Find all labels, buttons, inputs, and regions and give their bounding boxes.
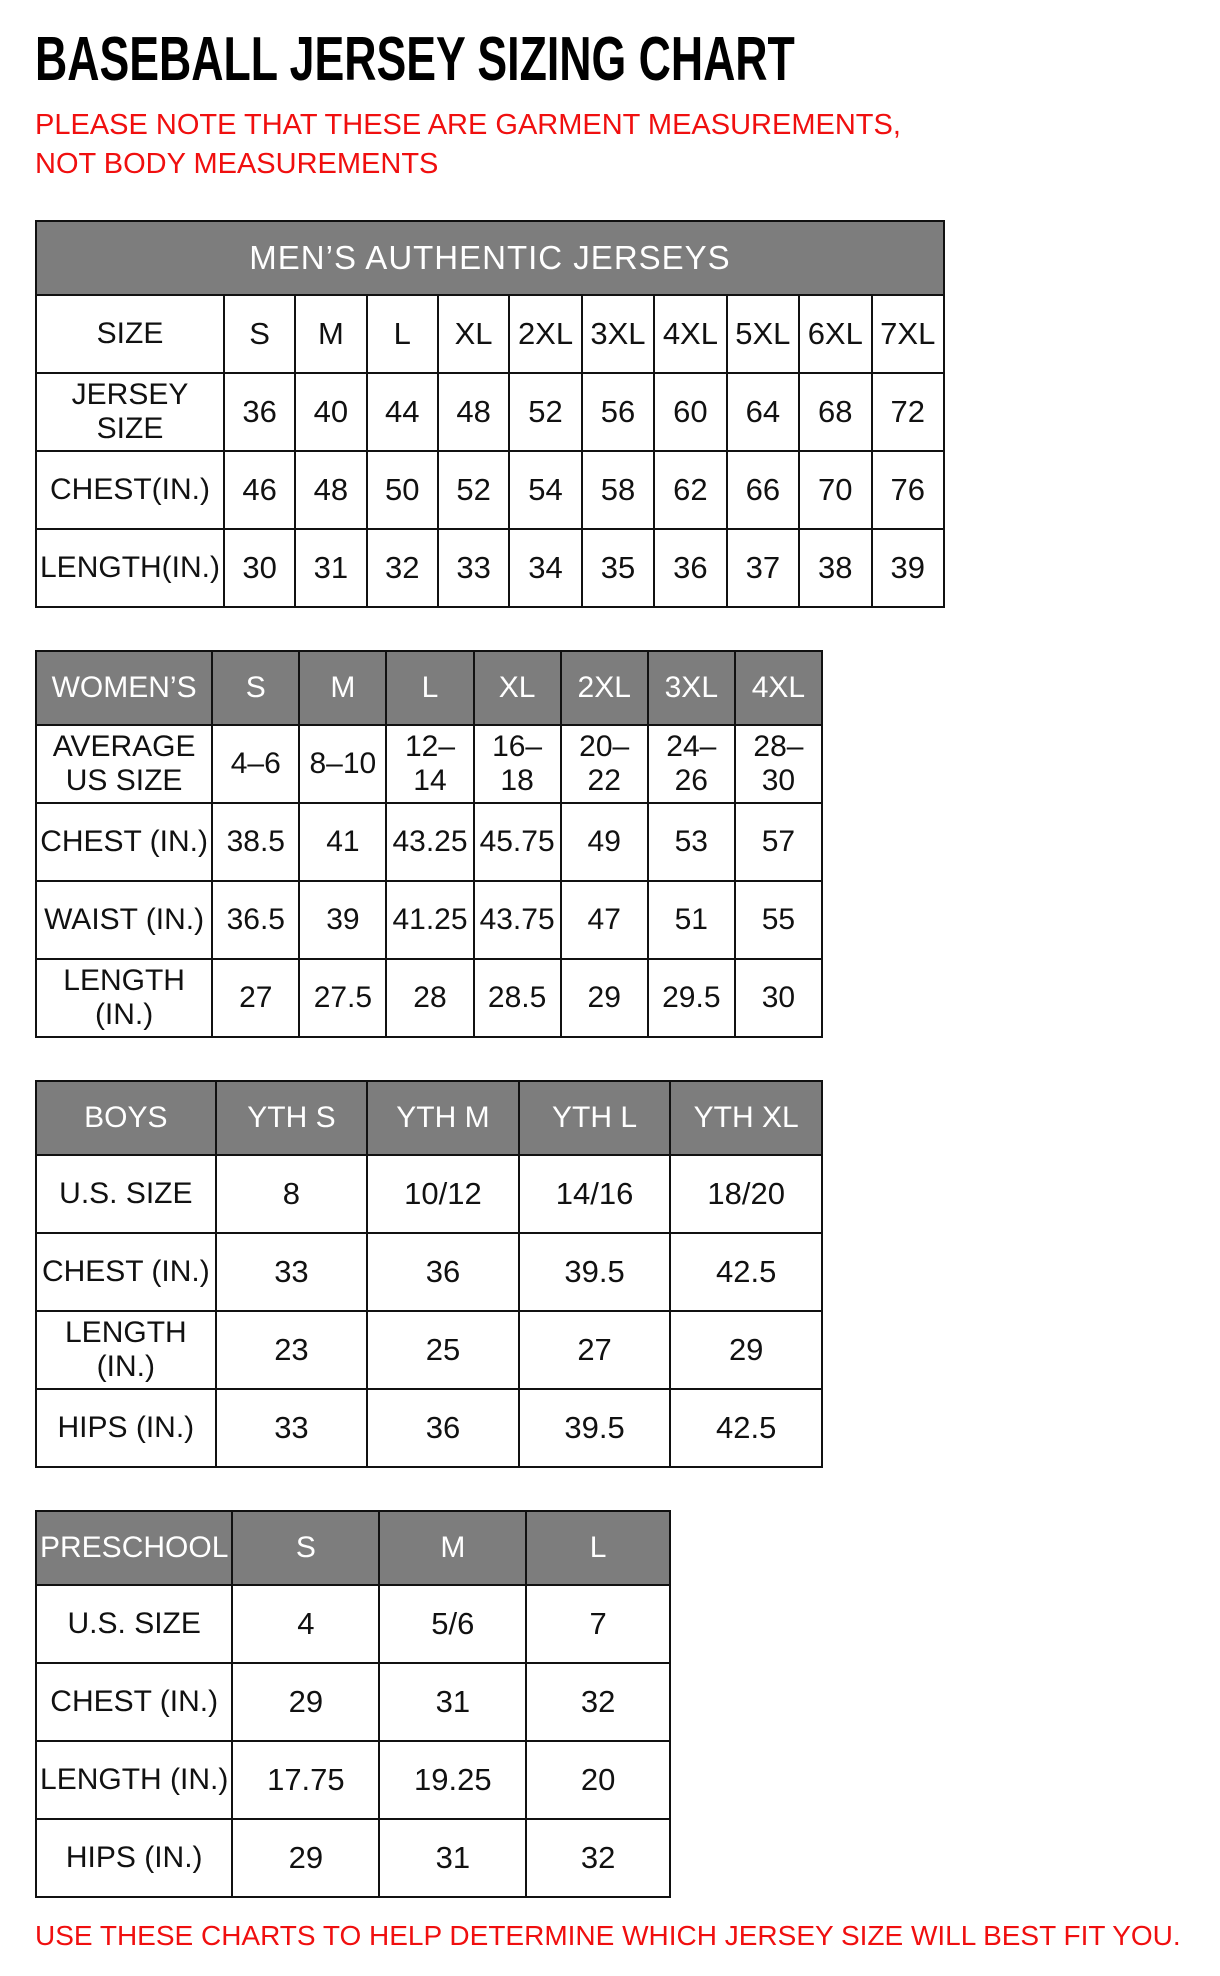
table-cell: 49 — [561, 803, 648, 881]
table-cell: 32 — [526, 1663, 670, 1741]
table-cell: 12–14 — [386, 725, 473, 803]
table-cell: 29 — [232, 1819, 379, 1897]
table-cell: 5/6 — [379, 1585, 526, 1663]
table-cell: 53 — [648, 803, 735, 881]
table-cell: 8–10 — [299, 725, 386, 803]
table-cell: 36 — [654, 529, 726, 607]
row-label: LENGTH(IN.) — [36, 529, 224, 607]
table-cell: 28.5 — [474, 959, 561, 1037]
boys-sizing-table — [35, 1080, 823, 1468]
table-cell: 31 — [295, 529, 366, 607]
table-cell: 48 — [438, 373, 509, 451]
table-cell: 17.75 — [232, 1741, 379, 1819]
table-corner-header: PRESCHOOL — [36, 1511, 232, 1585]
table-cell: 52 — [509, 373, 581, 451]
table-row — [36, 1819, 670, 1897]
table-row — [36, 1311, 822, 1389]
table-cell: 14/16 — [519, 1155, 671, 1233]
table-cell: 20–22 — [561, 725, 648, 803]
column-header: XL — [474, 651, 561, 725]
column-header: S — [232, 1511, 379, 1585]
table-cell: 47 — [561, 881, 648, 959]
column-header: M — [299, 651, 386, 725]
table-cell: 7 — [526, 1585, 670, 1663]
table-cell: 43.75 — [474, 881, 561, 959]
table-row — [36, 1155, 822, 1233]
table-cell: 18/20 — [670, 1155, 822, 1233]
table-cell: 39 — [299, 881, 386, 959]
table-cell: 25 — [367, 1311, 519, 1389]
table-cell: 37 — [727, 529, 799, 607]
table-row — [36, 725, 822, 803]
table-row — [36, 881, 822, 959]
row-label: HIPS (IN.) — [36, 1819, 232, 1897]
table-row — [36, 803, 822, 881]
table-cell: 39.5 — [519, 1389, 671, 1467]
table-cell: 4XL — [654, 295, 726, 373]
preschool-sizing-table — [35, 1510, 671, 1898]
table-cell: 30 — [224, 529, 295, 607]
table-cell: 35 — [582, 529, 654, 607]
row-label: CHEST(IN.) — [36, 451, 224, 529]
page-header — [35, 26, 1185, 184]
table-cell: 51 — [648, 881, 735, 959]
column-header: YTH XL — [670, 1081, 822, 1155]
table-cell: 36 — [367, 1233, 519, 1311]
table-cell: 6XL — [799, 295, 871, 373]
column-header: L — [526, 1511, 670, 1585]
table-cell: 68 — [799, 373, 871, 451]
table-corner-header: WOMEN’S — [36, 651, 212, 725]
table-cell: 28–30 — [735, 725, 822, 803]
table-cell: 39.5 — [519, 1233, 671, 1311]
sizing-charts — [35, 220, 1185, 1898]
row-label: CHEST (IN.) — [36, 1233, 216, 1311]
row-label: WAIST (IN.) — [36, 881, 212, 959]
table-cell: 5XL — [727, 295, 799, 373]
table-cell: 4–6 — [212, 725, 299, 803]
column-header: S — [212, 651, 299, 725]
table-cell: 42.5 — [670, 1233, 822, 1311]
table-banner: MEN’S AUTHENTIC JERSEYS — [36, 221, 944, 295]
table-cell: 30 — [735, 959, 822, 1037]
table-cell: 56 — [582, 373, 654, 451]
table-cell: 62 — [654, 451, 726, 529]
table-cell: 66 — [727, 451, 799, 529]
table-cell: 52 — [438, 451, 509, 529]
table-row — [36, 451, 944, 529]
table-cell: 40 — [295, 373, 366, 451]
column-header: L — [386, 651, 473, 725]
column-header: YTH S — [216, 1081, 367, 1155]
table-cell: 38.5 — [212, 803, 299, 881]
table-cell: 19.25 — [379, 1741, 526, 1819]
table-cell: 29.5 — [648, 959, 735, 1037]
table-cell: 29 — [670, 1311, 822, 1389]
table-cell: 10/12 — [367, 1155, 519, 1233]
table-cell: L — [367, 295, 438, 373]
table-cell: 16–18 — [474, 725, 561, 803]
table-cell: 64 — [727, 373, 799, 451]
table-cell: 54 — [509, 451, 581, 529]
table-cell: 57 — [735, 803, 822, 881]
table-cell: 43.25 — [386, 803, 473, 881]
table-cell: 3XL — [582, 295, 654, 373]
table-cell: 29 — [232, 1663, 379, 1741]
table-cell: 31 — [379, 1663, 526, 1741]
table-row — [36, 1663, 670, 1741]
table-row — [36, 295, 944, 373]
table-cell: 33 — [216, 1389, 367, 1467]
mens-authentic-jerseys-table — [35, 220, 945, 608]
table-cell: 31 — [379, 1819, 526, 1897]
table-cell: 24–26 — [648, 725, 735, 803]
table-cell: 60 — [654, 373, 726, 451]
table-cell: 27.5 — [299, 959, 386, 1037]
table-cell: 29 — [561, 959, 648, 1037]
table-cell: 8 — [216, 1155, 367, 1233]
table-cell: 41.25 — [386, 881, 473, 959]
table-cell: 45.75 — [474, 803, 561, 881]
table-cell: 32 — [526, 1819, 670, 1897]
row-label: CHEST (IN.) — [36, 1663, 232, 1741]
page-title: BASEBALL JERSEY SIZING CHART — [35, 25, 795, 94]
table-cell: 48 — [295, 451, 366, 529]
womens-sizing-table — [35, 650, 823, 1038]
header-row — [36, 651, 822, 725]
row-label: U.S. SIZE — [36, 1585, 232, 1663]
garment-measurement-note: PLEASE NOTE THAT THESE ARE GARMENT MEASUREMENTS, NOT BODY MEASUREMENTS — [35, 109, 901, 181]
table-cell: 23 — [216, 1311, 367, 1389]
row-label: LENGTH (IN.) — [36, 959, 212, 1037]
row-label: JERSEY SIZE — [36, 373, 224, 451]
table-cell: 36 — [367, 1389, 519, 1467]
table-cell: 34 — [509, 529, 581, 607]
table-cell: 58 — [582, 451, 654, 529]
table-cell: M — [295, 295, 366, 373]
row-label: LENGTH (IN.) — [36, 1741, 232, 1819]
table-cell: 20 — [526, 1741, 670, 1819]
table-cell: 70 — [799, 451, 871, 529]
table-cell: 50 — [367, 451, 438, 529]
column-header: YTH M — [367, 1081, 519, 1155]
table-cell: 72 — [872, 373, 945, 451]
table-cell: 76 — [872, 451, 945, 529]
table-row — [36, 1389, 822, 1467]
table-cell: 36 — [224, 373, 295, 451]
row-label: LENGTH (IN.) — [36, 1311, 216, 1389]
table-row — [36, 1585, 670, 1663]
table-row — [36, 1233, 822, 1311]
table-row — [36, 1741, 670, 1819]
table-cell: 4 — [232, 1585, 379, 1663]
table-cell: 28 — [386, 959, 473, 1037]
row-label: HIPS (IN.) — [36, 1389, 216, 1467]
column-header: M — [379, 1511, 526, 1585]
column-header: 3XL — [648, 651, 735, 725]
column-header: YTH L — [519, 1081, 671, 1155]
table-cell: 2XL — [509, 295, 581, 373]
row-label: CHEST (IN.) — [36, 803, 212, 881]
table-cell: 36.5 — [212, 881, 299, 959]
table-cell: 27 — [212, 959, 299, 1037]
column-header: 4XL — [735, 651, 822, 725]
table-row — [36, 959, 822, 1037]
table-row — [36, 373, 944, 451]
table-cell: 41 — [299, 803, 386, 881]
table-cell: 42.5 — [670, 1389, 822, 1467]
column-header: 2XL — [561, 651, 648, 725]
table-cell: 39 — [872, 529, 945, 607]
row-label: AVERAGE US SIZE — [36, 725, 212, 803]
table-cell: S — [224, 295, 295, 373]
table-cell: 44 — [367, 373, 438, 451]
row-label: SIZE — [36, 295, 224, 373]
table-cell: 7XL — [872, 295, 945, 373]
table-row — [36, 529, 944, 607]
table-cell: 33 — [216, 1233, 367, 1311]
header-row — [36, 1511, 670, 1585]
table-cell: 55 — [735, 881, 822, 959]
table-corner-header: BOYS — [36, 1081, 216, 1155]
table-cell: XL — [438, 295, 509, 373]
header-row — [36, 1081, 822, 1155]
footer-note: USE THESE CHARTS TO HELP DETERMINE WHICH JERSEY SIZE WILL BEST FIT YOU. — [35, 1920, 1181, 1952]
row-label: U.S. SIZE — [36, 1155, 216, 1233]
table-cell: 27 — [519, 1311, 671, 1389]
table-cell: 46 — [224, 451, 295, 529]
table-cell: 33 — [438, 529, 509, 607]
banner-row — [36, 221, 944, 295]
table-cell: 38 — [799, 529, 871, 607]
table-cell: 32 — [367, 529, 438, 607]
